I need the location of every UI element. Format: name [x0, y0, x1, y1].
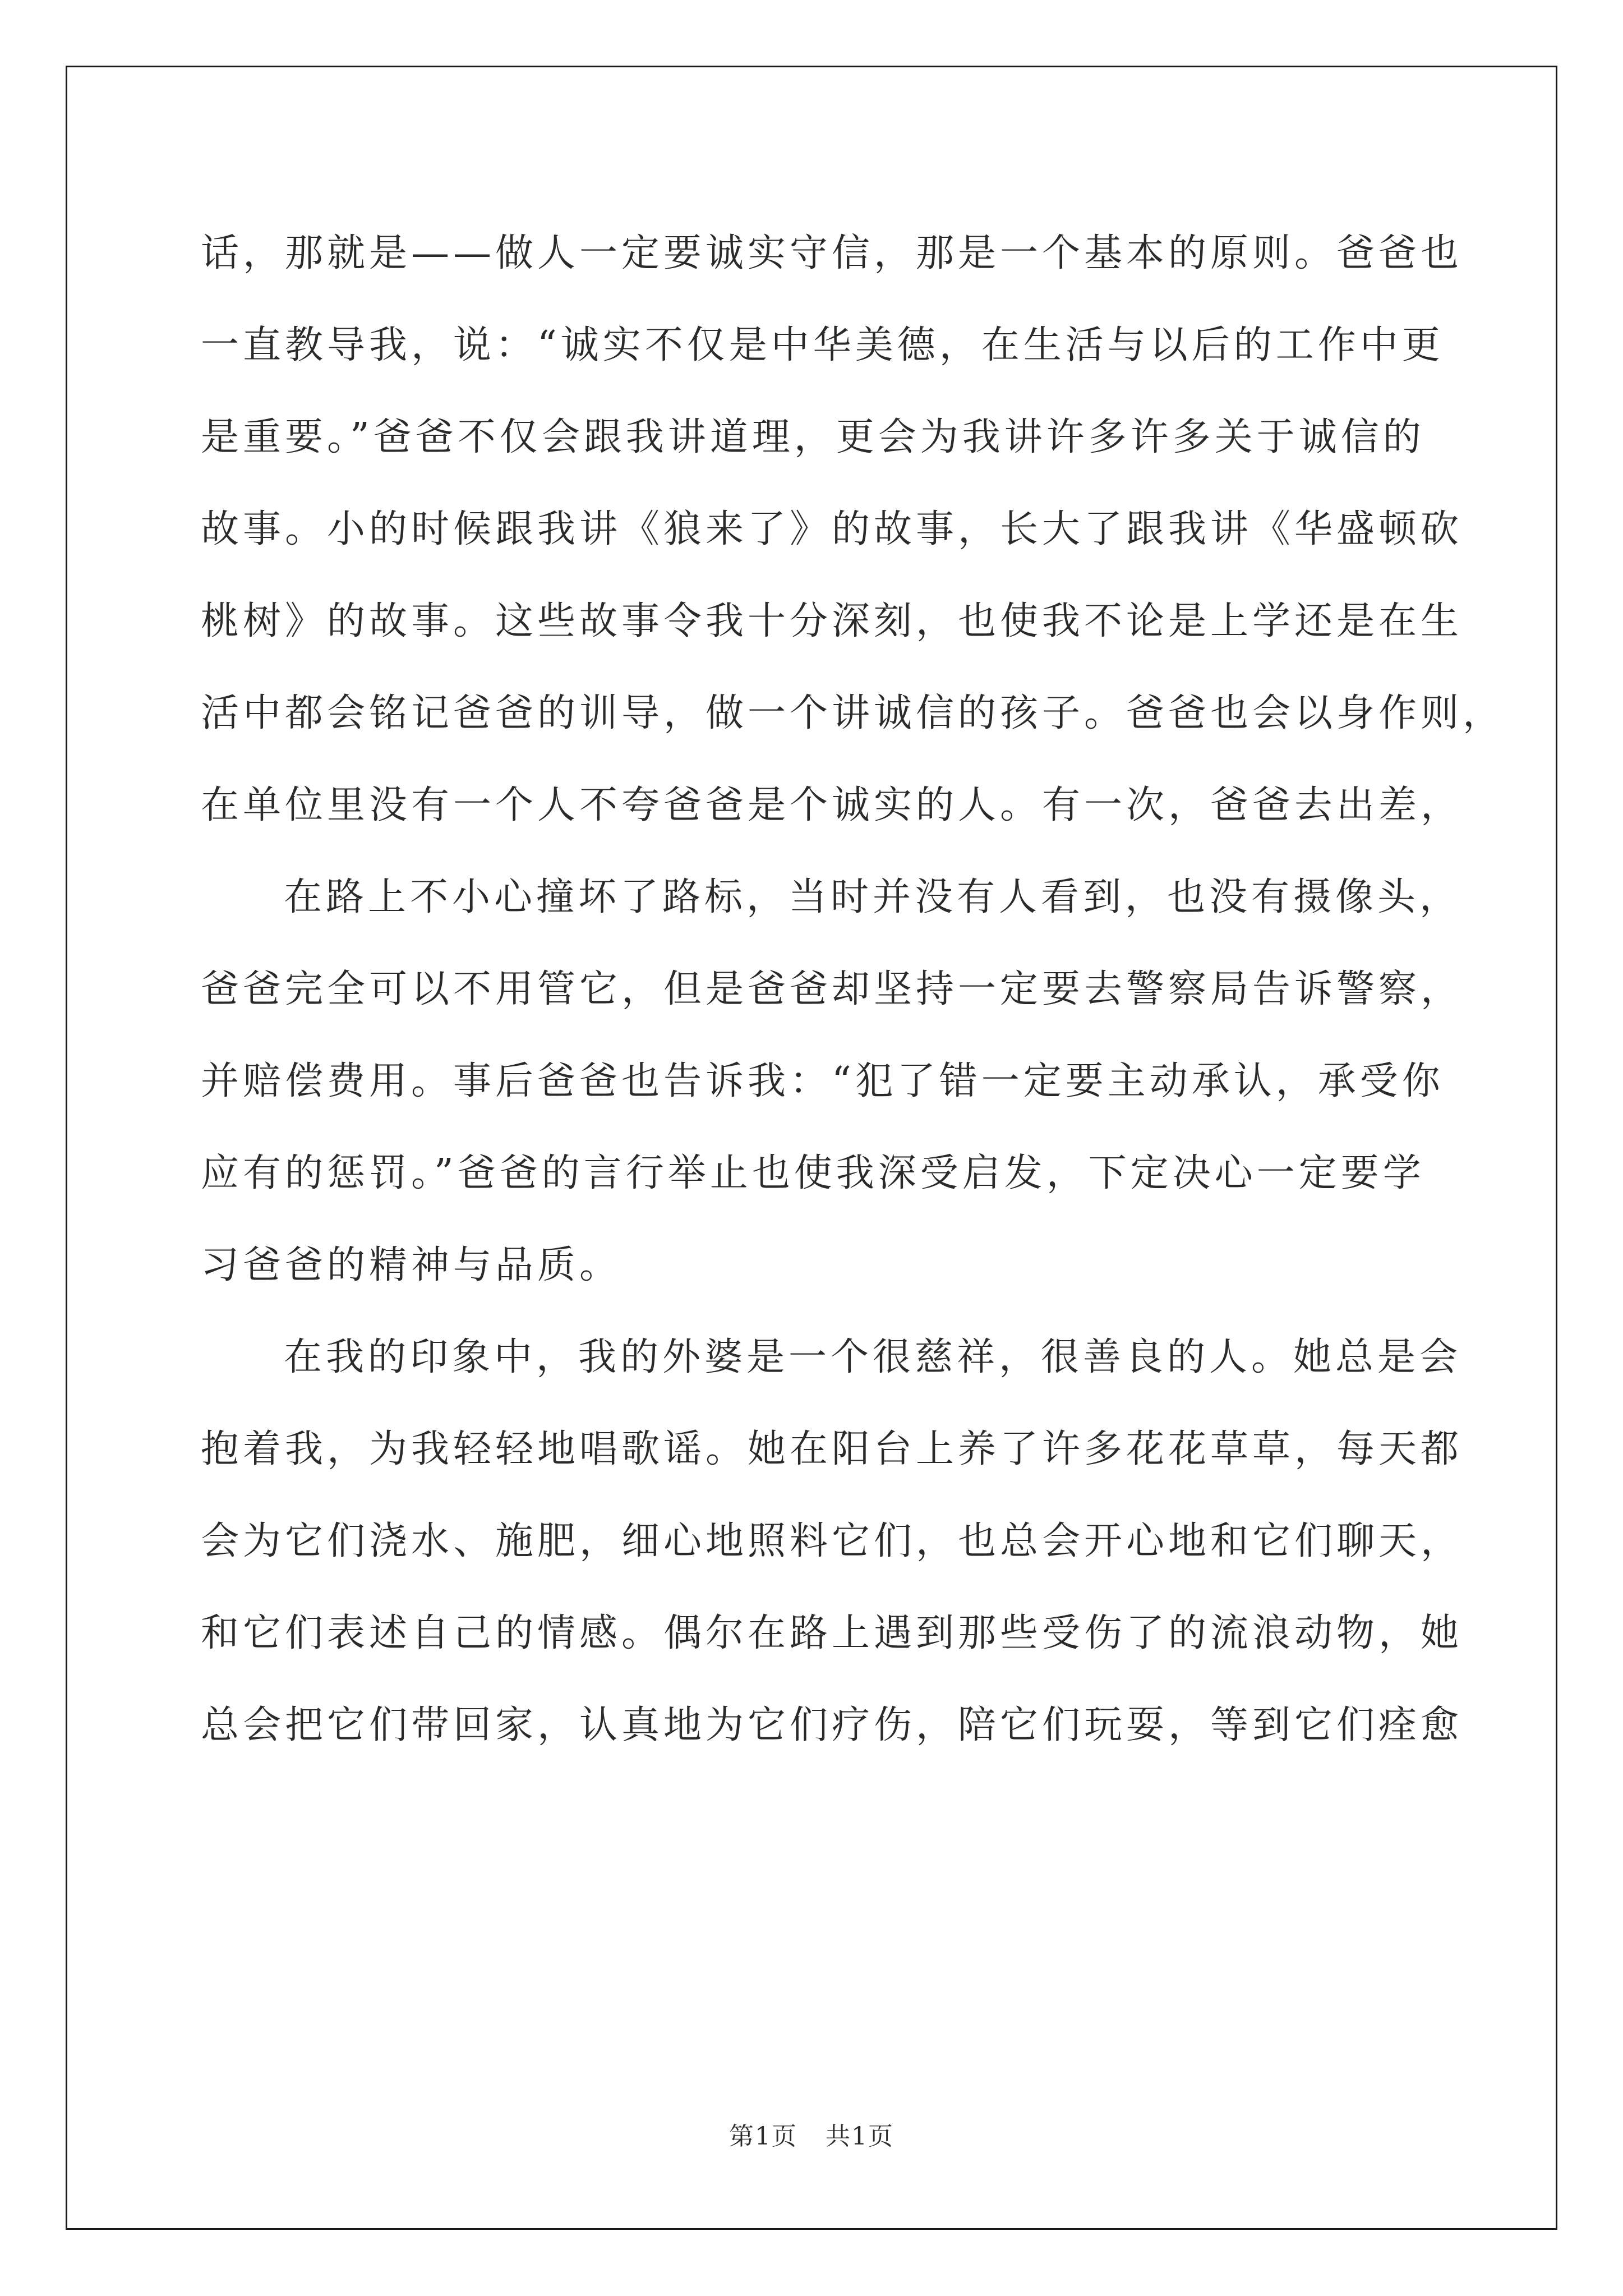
text-line: 抱着我，为我轻轻地唱歌谣。她在阳台上养了许多花花草草，每天都 — [201, 1427, 1463, 1471]
text-line-indented: 在我的印象中，我的外婆是一个很慈祥，很善良的人。她总是会 — [284, 1335, 1462, 1379]
text-line: 并赔偿费用。事后爸爸也告诉我：“犯了错一定要主动承认，承受你 — [201, 1059, 1444, 1103]
text-line: 桃树》的故事。这些故事令我十分深刻，也使我不论是上学还是在生 — [201, 599, 1463, 643]
text-line: 总会把它们带回家，认真地为它们疗伤，陪它们玩耍，等到它们痊愈 — [201, 1703, 1463, 1747]
text-line: 和它们表述自己的情感。偶尔在路上遇到那些受伤了的流浪动物，她 — [201, 1611, 1463, 1655]
text-line: 一直教导我，说：“诚实不仅是中华美德，在生活与以后的工作中更 — [201, 323, 1444, 367]
page-footer — [0, 2116, 1623, 2152]
text-line: 爸爸完全可以不用管它，但是爸爸却坚持一定要去警察局告诉警察， — [201, 967, 1463, 1011]
page-number: 第1页 — [729, 2122, 797, 2151]
text-line: 应有的惩罚。”爸爸的言行举止也使我深受启发，下定决心一定要学 — [201, 1151, 1425, 1195]
document-body — [201, 208, 1505, 1772]
text-line-indented: 在路上不小心撞坏了路标，当时并没有人看到，也没有摄像头， — [284, 875, 1462, 919]
text-line: 故事。小的时候跟我讲《狼来了》的故事，长大了跟我讲《华盛顿砍 — [201, 507, 1463, 551]
text-line: 活中都会铭记爸爸的训导，做一个讲诚信的孩子。爸爸也会以身作则， — [201, 691, 1505, 735]
text-line: 是重要。”爸爸不仅会跟我讲道理，更会为我讲许多许多关于诚信的 — [201, 415, 1425, 459]
text-line: 在单位里没有一个人不夸爸爸是个诚实的人。有一次，爸爸去出差， — [201, 783, 1463, 827]
text-line: 话，那就是——做人一定要诚实守信，那是一个基本的原则。爸爸也 — [201, 231, 1463, 275]
page-total: 共1页 — [826, 2122, 894, 2151]
text-line: 会为它们浇水、施肥，细心地照料它们，也总会开心地和它们聊天， — [201, 1519, 1463, 1563]
text-line: 习爸爸的精神与品质。 — [201, 1243, 622, 1287]
